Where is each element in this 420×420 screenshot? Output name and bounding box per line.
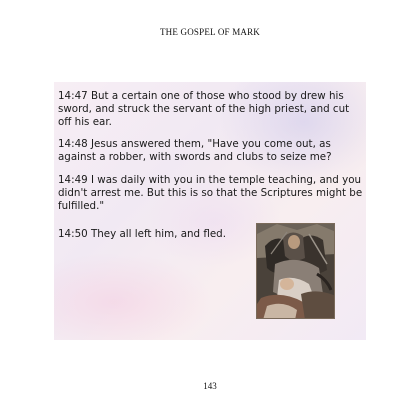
running-head: THE GOSPEL OF MARK: [159, 27, 261, 37]
verse-ref: 14:47: [58, 90, 88, 102]
painting-image: [257, 224, 335, 319]
verse-14-47: [58, 90, 364, 128]
verse-14-49: [58, 174, 364, 212]
verse-ref: 14:48: [58, 138, 88, 151]
painting-illustration: [256, 223, 335, 319]
verse-ref: 14:50: [58, 228, 88, 240]
verse-text: But a certain one of those who stood by drew his sword, and struck the servant of the high priest, and cut off his ear.: [58, 90, 350, 128]
verse-ref: 14:49: [58, 173, 88, 186]
verse-list: [58, 90, 364, 240]
verse-slide: [54, 82, 366, 340]
verse-text: Jesus answered them, "Have you come out, as against a robber, with swords and clubs to seize me?: [58, 138, 332, 164]
verse-14-50: [58, 228, 258, 241]
verse-text: They all left him, and fled.: [90, 228, 226, 240]
page-number: 143: [203, 381, 217, 391]
verse-text: I was daily with you in the temple teaching, and you didn't arrest me. But this is so that the Scriptures might be fulfilled.": [58, 173, 363, 212]
verse-14-48: [58, 138, 364, 164]
